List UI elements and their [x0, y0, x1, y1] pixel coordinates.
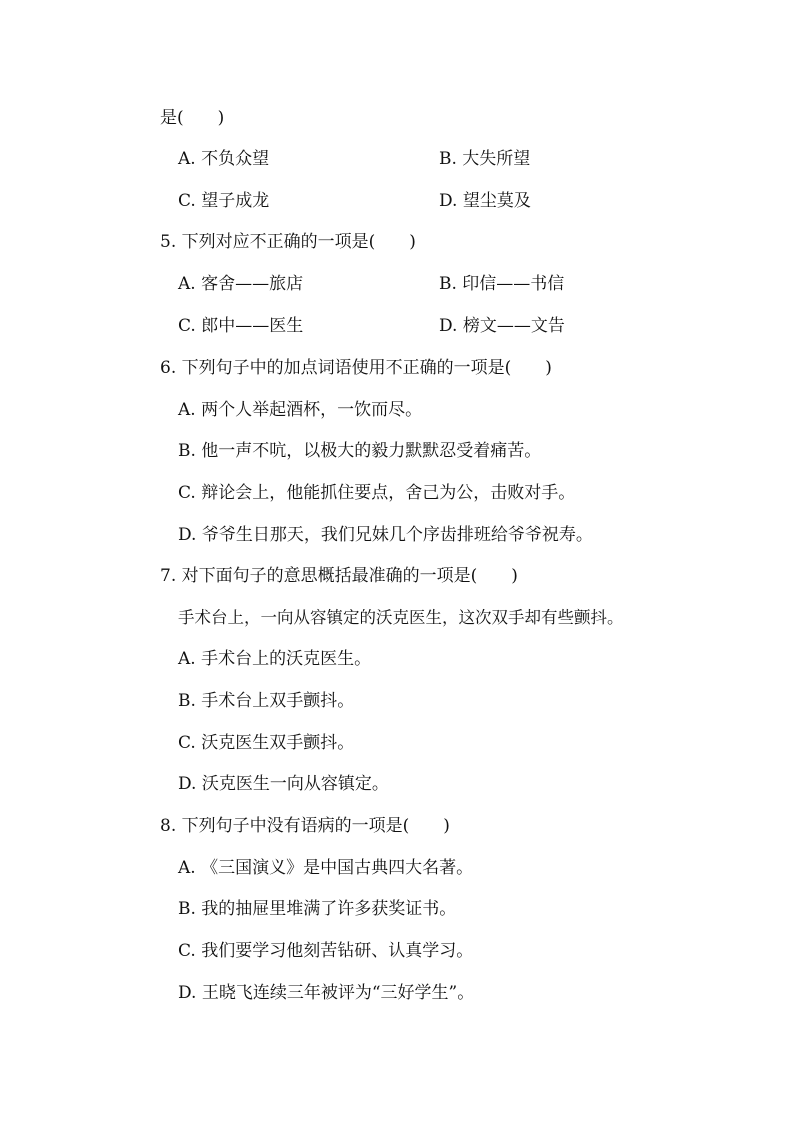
q8-option-a: A. 《三国演义》是中国古典四大名著。 — [178, 858, 474, 878]
q6-option-a: A. 两个人举起酒杯，一饮而尽。 — [178, 400, 423, 420]
q5-option-d: D. 榜文——文告 — [439, 316, 565, 336]
question-8-stem: 8. 下列句子中没有语病的一项是( ) — [160, 816, 450, 836]
q7-quoted-sentence: 手术台上，一向从容镇定的沃克医生，这次双手却有些颤抖。 — [178, 608, 624, 627]
q5-option-c: C. 郎中——医生 — [178, 316, 304, 336]
q6-option-c: C. 辩论会上，他能抓住要点，舍己为公，击败对手。 — [178, 483, 576, 503]
question-7-stem: 7. 对下面句子的意思概括最准确的一项是( ) — [160, 566, 518, 586]
q5-option-a: A. 客舍——旅店 — [178, 274, 304, 294]
q4-option-d: D. 望尘莫及 — [439, 191, 531, 211]
q7-option-a: A. 手术台上的沃克医生。 — [178, 649, 372, 669]
q6-option-d: D. 爷爷生日那天，我们兄妹几个序齿排班给爷爷祝寿。 — [178, 525, 593, 545]
q4-option-b: B. 大失所望 — [439, 149, 531, 169]
question-6-stem: 6. 下列句子中的加点词语使用不正确的一项是( ) — [160, 358, 552, 378]
q7-option-d: D. 沃克医生一向从容镇定。 — [178, 774, 389, 794]
q8-option-b: B. 我的抽屉里堆满了许多获奖证书。 — [178, 899, 457, 919]
question-5-stem: 5. 下列对应不正确的一项是( ) — [160, 232, 416, 252]
question-4-stem-tail: 是( ) — [160, 108, 225, 128]
q7-option-b: B. 手术台上双手颤抖。 — [178, 691, 355, 711]
q4-option-c: C. 望子成龙 — [178, 191, 270, 211]
q8-option-d: D. 王晓飞连续三年被评为“三好学生”。 — [178, 983, 475, 1003]
q4-option-a: A. 不负众望 — [178, 149, 270, 169]
q6-option-b: B. 他一声不吭，以极大的毅力默默忍受着痛苦。 — [178, 441, 542, 461]
q7-option-c: C. 沃克医生双手颤抖。 — [178, 733, 355, 753]
q5-option-b: B. 印信——书信 — [439, 274, 565, 294]
q8-option-c: C. 我们要学习他刻苦钻研、认真学习。 — [178, 941, 474, 961]
